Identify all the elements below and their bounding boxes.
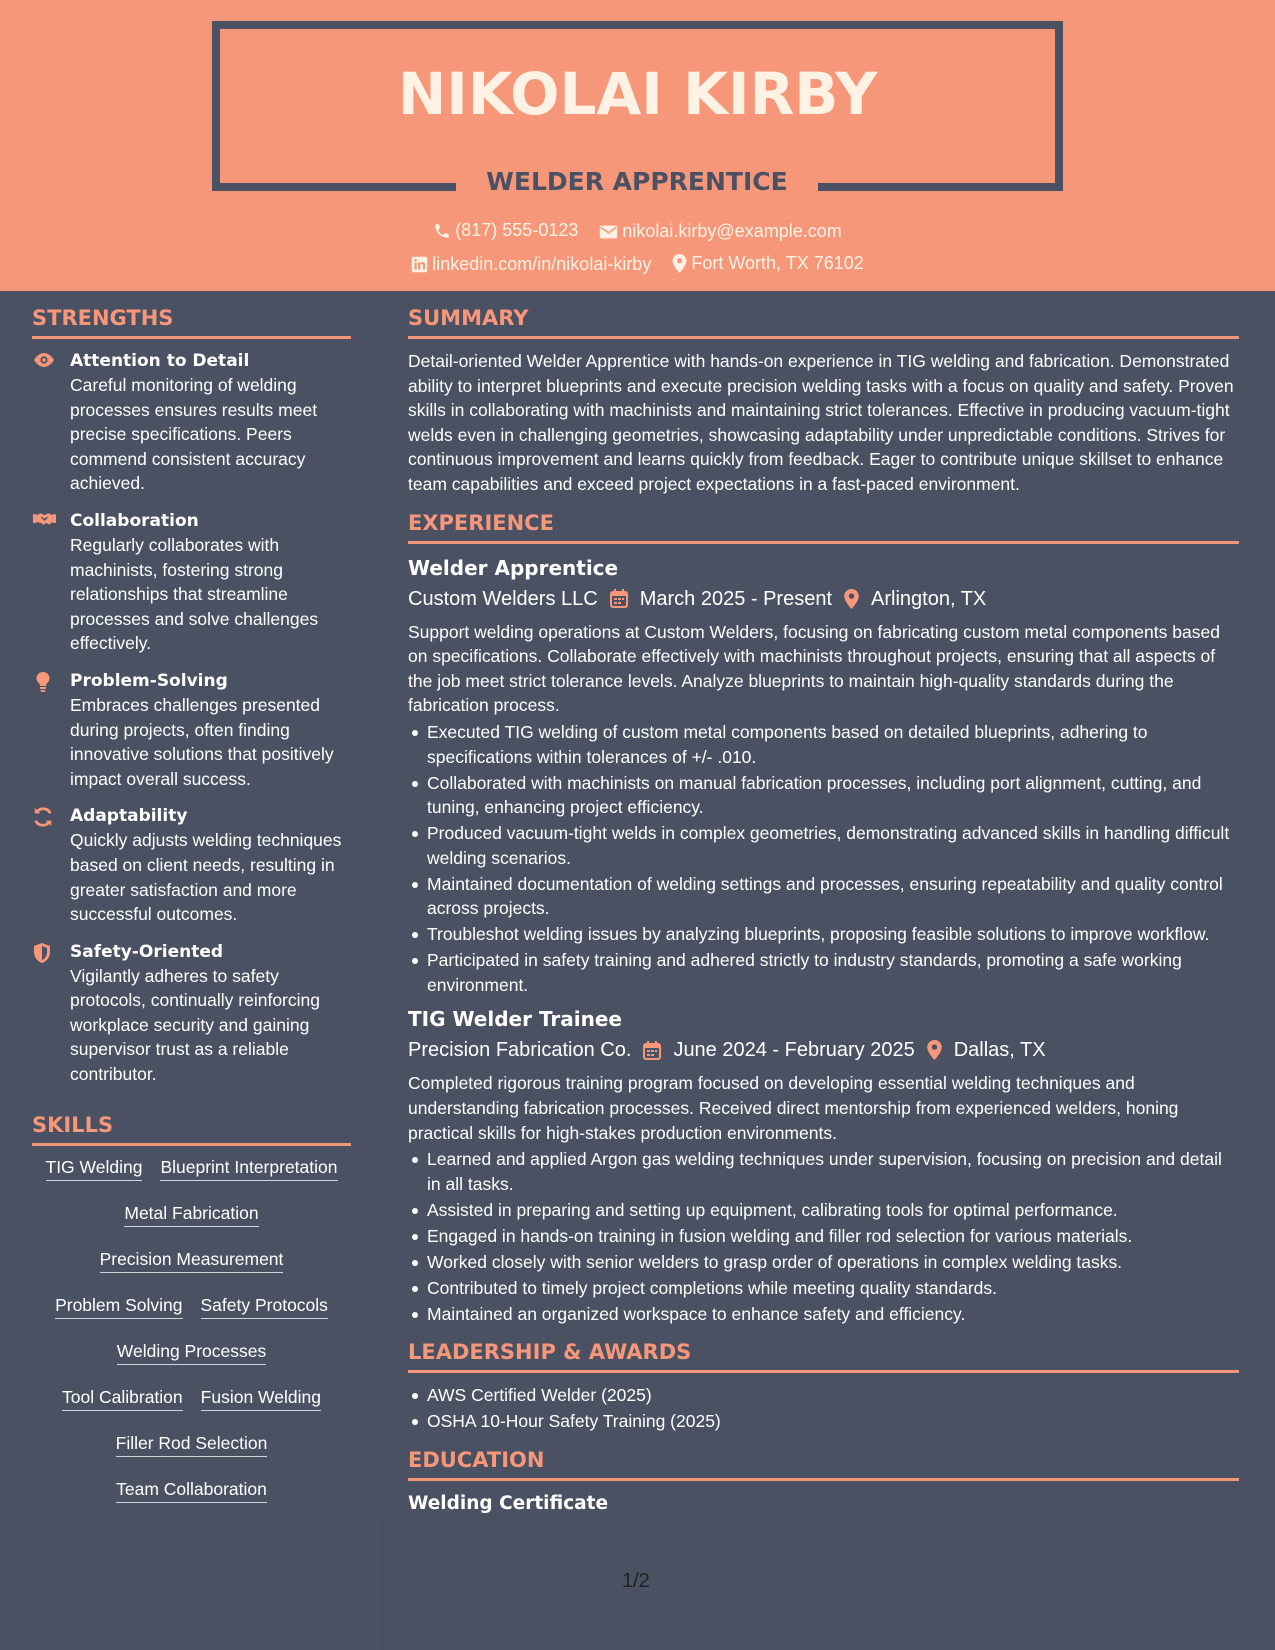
job-description: Completed rigorous training program focused on developing essential welding techniques and understanding fabrication processes. Received direct mentorship from experienced welders, honing practical skills for high-stakes production environments. [408, 1073, 1179, 1143]
skill-tag: TIG Welding [46, 1156, 143, 1181]
job-bullets [408, 720, 1239, 997]
summary-text: Detail-oriented Welder Apprentice with hands-on experience in TIG welding and fabrication. Demonstrated ability to interpret blueprints and execute precision welding tasks with a focus on quality and safety. Proven skills in collaborating with machinists and maintaining strict tolerances. Effective in producing vacuum-tight welds even in challenging geometries, showcasing adaptability under unpredictable conditions. Strives for continuous improvement and learns quickly from feedback. Eager to contribute unique skillset to enhance team capabilities and exceed project expectations in a fast-paced environment. [408, 351, 1234, 494]
strength-title: Safety-Oriented [70, 941, 224, 962]
summary-heading: SUMMARY [408, 306, 1239, 339]
strength-title: Collaboration [70, 510, 199, 531]
skill-tag: Filler Rod Selection [116, 1432, 268, 1457]
awards-list [408, 1383, 1239, 1434]
linkedin-icon [411, 256, 428, 273]
skill-tag: Precision Measurement [100, 1248, 284, 1273]
skill-tag: Tool Calibration [62, 1386, 183, 1411]
list-item: Collaborated with machinists on manual fabrication processes, including port alignment, cutting, and tuning, enhancing project efficiency. [408, 771, 1239, 820]
calendar-icon [643, 1041, 661, 1060]
skills-list [32, 1156, 351, 1503]
shield-icon [32, 940, 70, 1087]
linkedin-text: linkedin.com/in/nikolai-kirby [432, 254, 652, 274]
job-location: Dallas, TX [953, 1039, 1046, 1062]
strength-desc: Careful monitoring of welding processes ensures results meet precise specifications. Peers commend consistent accuracy achieved. [70, 375, 318, 494]
skill-tag: Fusion Welding [201, 1386, 321, 1411]
list-item: Assisted in preparing and setting up equipment, calibrating tools for optimal performance. [408, 1198, 1239, 1223]
strength-item [32, 509, 351, 656]
email-text: nikolai.kirby@example.com [622, 221, 842, 241]
lightbulb-icon [32, 669, 70, 791]
list-item: Participated in safety training and adhered strictly to industry standards, promoting a safe working environment. [408, 948, 1239, 997]
skill-tag: Metal Fabrication [124, 1202, 258, 1227]
strength-title: Attention to Detail [70, 351, 250, 371]
education-degree: Welding Certificate [408, 1492, 609, 1514]
page-number: 1/2 [622, 1570, 650, 1592]
phone-text: (817) 555-0123 [455, 220, 579, 240]
strength-title: Problem-Solving [70, 670, 228, 691]
strength-desc: Regularly collaborates with machinists, fostering strong relationships that streamline processes and solve challenges effectively. [70, 534, 319, 654]
column-divider [382, 1520, 383, 1650]
strength-item [32, 940, 351, 1087]
experience-heading: EXPERIENCE [408, 511, 1239, 544]
list-item: Contributed to timely project completions while meeting quality standards. [408, 1276, 1239, 1301]
skill-tag: Team Collaboration [116, 1478, 267, 1503]
skill-tag: Blueprint Interpretation [160, 1156, 337, 1181]
contact-row-1 [0, 220, 1275, 245]
phone-icon [433, 222, 451, 240]
right-column [408, 306, 1239, 1517]
left-column [32, 306, 351, 1524]
list-item: Engaged in hands-on training in fusion welding and filler rod selection for various materials. [408, 1224, 1239, 1249]
candidate-name: NIKOLAI KIRBY [397, 60, 878, 128]
contact-linkedin[interactable] [411, 254, 651, 275]
contact-phone[interactable] [433, 220, 578, 241]
strength-desc: Vigilantly adheres to safety protocols, continually reinforcing workplace security and gaining supervisor trust as a reliable contributor. [70, 965, 320, 1085]
list-item: Learned and applied Argon gas welding techniques under supervision, focusing on precision and detail in all tasks. [408, 1147, 1239, 1196]
job-meta [408, 1033, 1239, 1067]
job-company: Custom Welders LLC [408, 587, 598, 610]
job-bullets [408, 1147, 1239, 1326]
map-pin-icon [844, 589, 859, 609]
list-item: Maintained documentation of welding settings and processes, ensuring repeatability and quality control across projects. [408, 872, 1239, 921]
job-role: TIG Welder Trainee [408, 1007, 622, 1032]
strength-item [32, 669, 351, 791]
skill-tag: Problem Solving [55, 1294, 182, 1319]
education-heading: EDUCATION [408, 1448, 1239, 1481]
job-title: WELDER APPRENTICE [486, 167, 788, 196]
job-role: Welder Apprentice [408, 555, 619, 580]
strength-desc: Quickly adjusts welding techniques based on client needs, resulting in greater satisfaction and more successful outcomes. [70, 830, 342, 925]
strength-item [32, 804, 351, 926]
job-dates: June 2024 - February 2025 [673, 1039, 915, 1062]
map-pin-icon [927, 1040, 942, 1060]
job-description: Support welding operations at Custom Welders, focusing on fabricating custom metal components based on specifications. Collaborate effectively with machinists throughout projects, ensuring that all aspects of the job meet strict tolerance levels. Analyze blueprints to maintain high-quality standards during the fabrication process. [408, 621, 1220, 716]
contact-row-2 [0, 253, 1275, 278]
job-meta [408, 582, 1239, 616]
job-entry [408, 1005, 1239, 1326]
location-text: Fort Worth, TX 76102 [691, 253, 864, 273]
list-item: AWS Certified Welder (2025) [408, 1383, 1239, 1408]
skills-heading: SKILLS [32, 1113, 351, 1146]
list-item: Executed TIG welding of custom metal components based on detailed blueprints, adhering to specifications within tolerances of +/- .010. [408, 720, 1239, 769]
calendar-icon [610, 589, 628, 608]
envelope-icon [599, 224, 618, 240]
strength-title: Adaptability [70, 806, 188, 827]
job-location: Arlington, TX [871, 587, 987, 610]
list-item: Troubleshot welding issues by analyzing blueprints, proposing feasible solutions to improve workflow. [408, 922, 1239, 947]
list-item: OSHA 10-Hour Safety Training (2025) [408, 1409, 1239, 1434]
contact-location [672, 253, 863, 274]
list-item: Worked closely with senior welders to grasp order of operations in complex welding tasks. [408, 1250, 1239, 1275]
refresh-icon [32, 804, 70, 926]
job-dates: March 2025 - Present [639, 587, 833, 610]
job-entry [408, 554, 1239, 998]
map-pin-icon [672, 254, 687, 273]
job-title-box [456, 162, 818, 202]
job-company: Precision Fabrication Co. [408, 1039, 632, 1062]
awards-heading: LEADERSHIP & AWARDS [408, 1340, 1239, 1373]
strengths-heading: STRENGTHS [32, 306, 351, 339]
contact-email[interactable] [599, 221, 841, 242]
resume-header [0, 0, 1275, 291]
strength-desc: Embraces challenges presented during projects, often finding innovative solutions that positively impact overall success. [70, 694, 334, 789]
list-item: Maintained an organized workspace to enhance safety and efficiency. [408, 1302, 1239, 1327]
eye-icon [32, 349, 70, 496]
skill-tag: Welding Processes [117, 1340, 266, 1365]
strength-item [32, 349, 351, 496]
handshake-icon [32, 509, 70, 656]
list-item: Produced vacuum-tight welds in complex geometries, demonstrating advanced skills in handling difficult welding scenarios. [408, 821, 1239, 870]
skill-tag: Safety Protocols [201, 1294, 328, 1319]
